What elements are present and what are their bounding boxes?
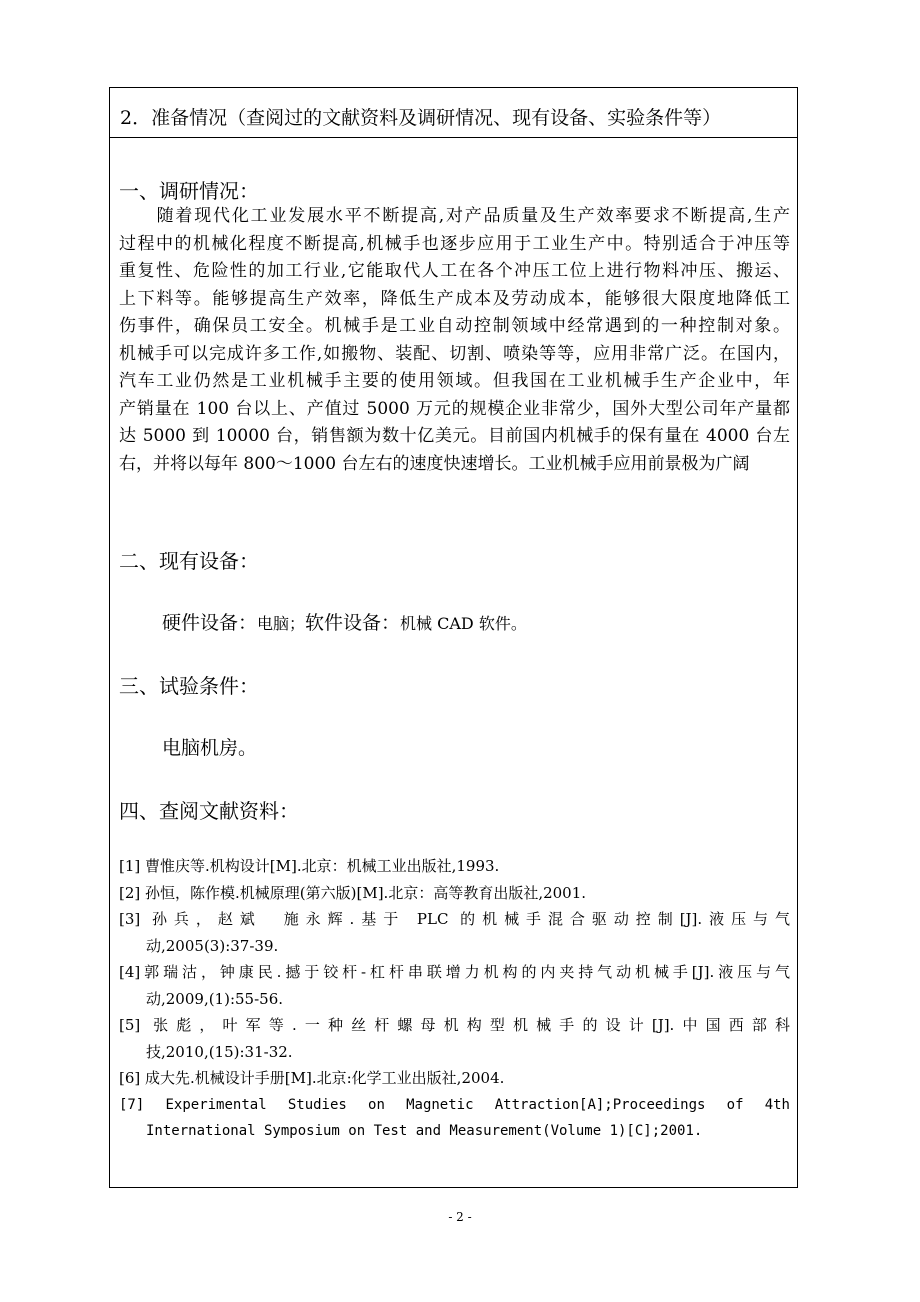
section-heading-references: 四、查阅文献资料：: [119, 799, 299, 823]
paragraph-line: 产销量在 100 台以上、产值过 5000 万元的规模企业非常少，国外大型公司年产量都: [119, 398, 790, 419]
reference-item: [1] 曹惟庆等.机构设计[M].北京：机械工业出版社,1993.: [119, 857, 500, 875]
page-number: - 2 -: [448, 1210, 472, 1224]
paragraph-line: 右，并将以每年 800～1000 台左右的速度快速增长。工业机械手应用前景极为广阔: [119, 453, 750, 474]
paragraph-line: 伤事件，确保员工安全。机械手是工业自动控制领域中经常遇到的一种控制对象。: [119, 316, 790, 336]
paragraph-line: 机械手可以完成许多工作,如搬物、装配、切割、喷染等等，应用非常广泛。在国内，: [119, 343, 790, 364]
reference-item: [5] 张彪，叶军等.一种丝杆螺母机构型机械手的设计[J].中国西部科: [119, 1016, 790, 1034]
reference-item-continuation: 技,2010,(15):31-32.: [146, 1042, 293, 1061]
reference-item-continuation: International Symposium on Test and Measurement(Volume 1)[C];2001.: [146, 1123, 703, 1139]
paragraph-line: 上下料等。能够提高生产效率，降低生产成本及劳动成本，能够很大限度地降低工: [119, 288, 790, 309]
software-value: 机械 CAD 软件。: [400, 614, 527, 633]
software-label: 软件设备：: [305, 612, 401, 634]
section-heading-equipment: 二、现有设备：: [119, 549, 259, 573]
hardware-label: 硬件设备：: [162, 612, 258, 634]
research-paragraph: [119, 203, 790, 478]
reference-item: [3] 孙兵，赵斌 施永辉.基于 PLC 的机械手混合驱动控制[J].液压与气: [119, 910, 790, 928]
reference-item-continuation: 动,2005(3):37-39.: [146, 936, 279, 955]
equipment-line: [162, 608, 527, 635]
section-heading-research: 一、调研情况：: [119, 179, 259, 203]
reference-item: [2] 孙恒，陈作模.机械原理(第六版)[M].北京：高等教育出版社,2001.: [119, 883, 587, 902]
form-table: [109, 87, 798, 1188]
paragraph-line: 随着现代化工业发展水平不断提高,对产品质量及生产效率要求不断提高,生产: [119, 206, 790, 226]
paragraph-line: 重复性、危险性的加工行业,它能取代人工在各个冲压工位上进行物料冲压、搬运、: [119, 261, 790, 281]
reference-item: [7] Experimental Studies on Magnetic Attraction[A];Proceedings of 4th: [119, 1096, 790, 1113]
reference-item: [4]郭瑞沽，钟康民.撼于铰杆-杠杆串联增力机构的内夹持气动机械手[J].液压与气: [119, 963, 790, 981]
section-heading-conditions: 三、试验条件：: [119, 674, 259, 698]
table-header: 2．准备情况（查阅过的文献资料及调研情况、现有设备、实验条件等）: [110, 88, 797, 138]
hardware-value: 电脑；: [257, 614, 306, 633]
conditions-text: 电脑机房。: [162, 737, 258, 759]
paragraph-line: 汽车工业仍然是工业机械手主要的使用领域。但我国在工业机械手生产企业中，年: [119, 371, 790, 391]
paragraph-line: 达 5000 到 10000 台，销售额为数十亿美元。目前国内机械手的保有量在 4000 台左: [119, 426, 790, 446]
reference-item: [6] 成大先.机械设计手册[M].北京:化学工业出版社,2004.: [119, 1069, 505, 1087]
paragraph-line: 过程中的机械化程度不断提高,机械手也逐步应用于工业生产中。特别适合于冲压等: [119, 233, 790, 254]
reference-item-continuation: 动,2009,(1):55-56.: [146, 989, 284, 1008]
reference-list: [119, 853, 790, 1145]
